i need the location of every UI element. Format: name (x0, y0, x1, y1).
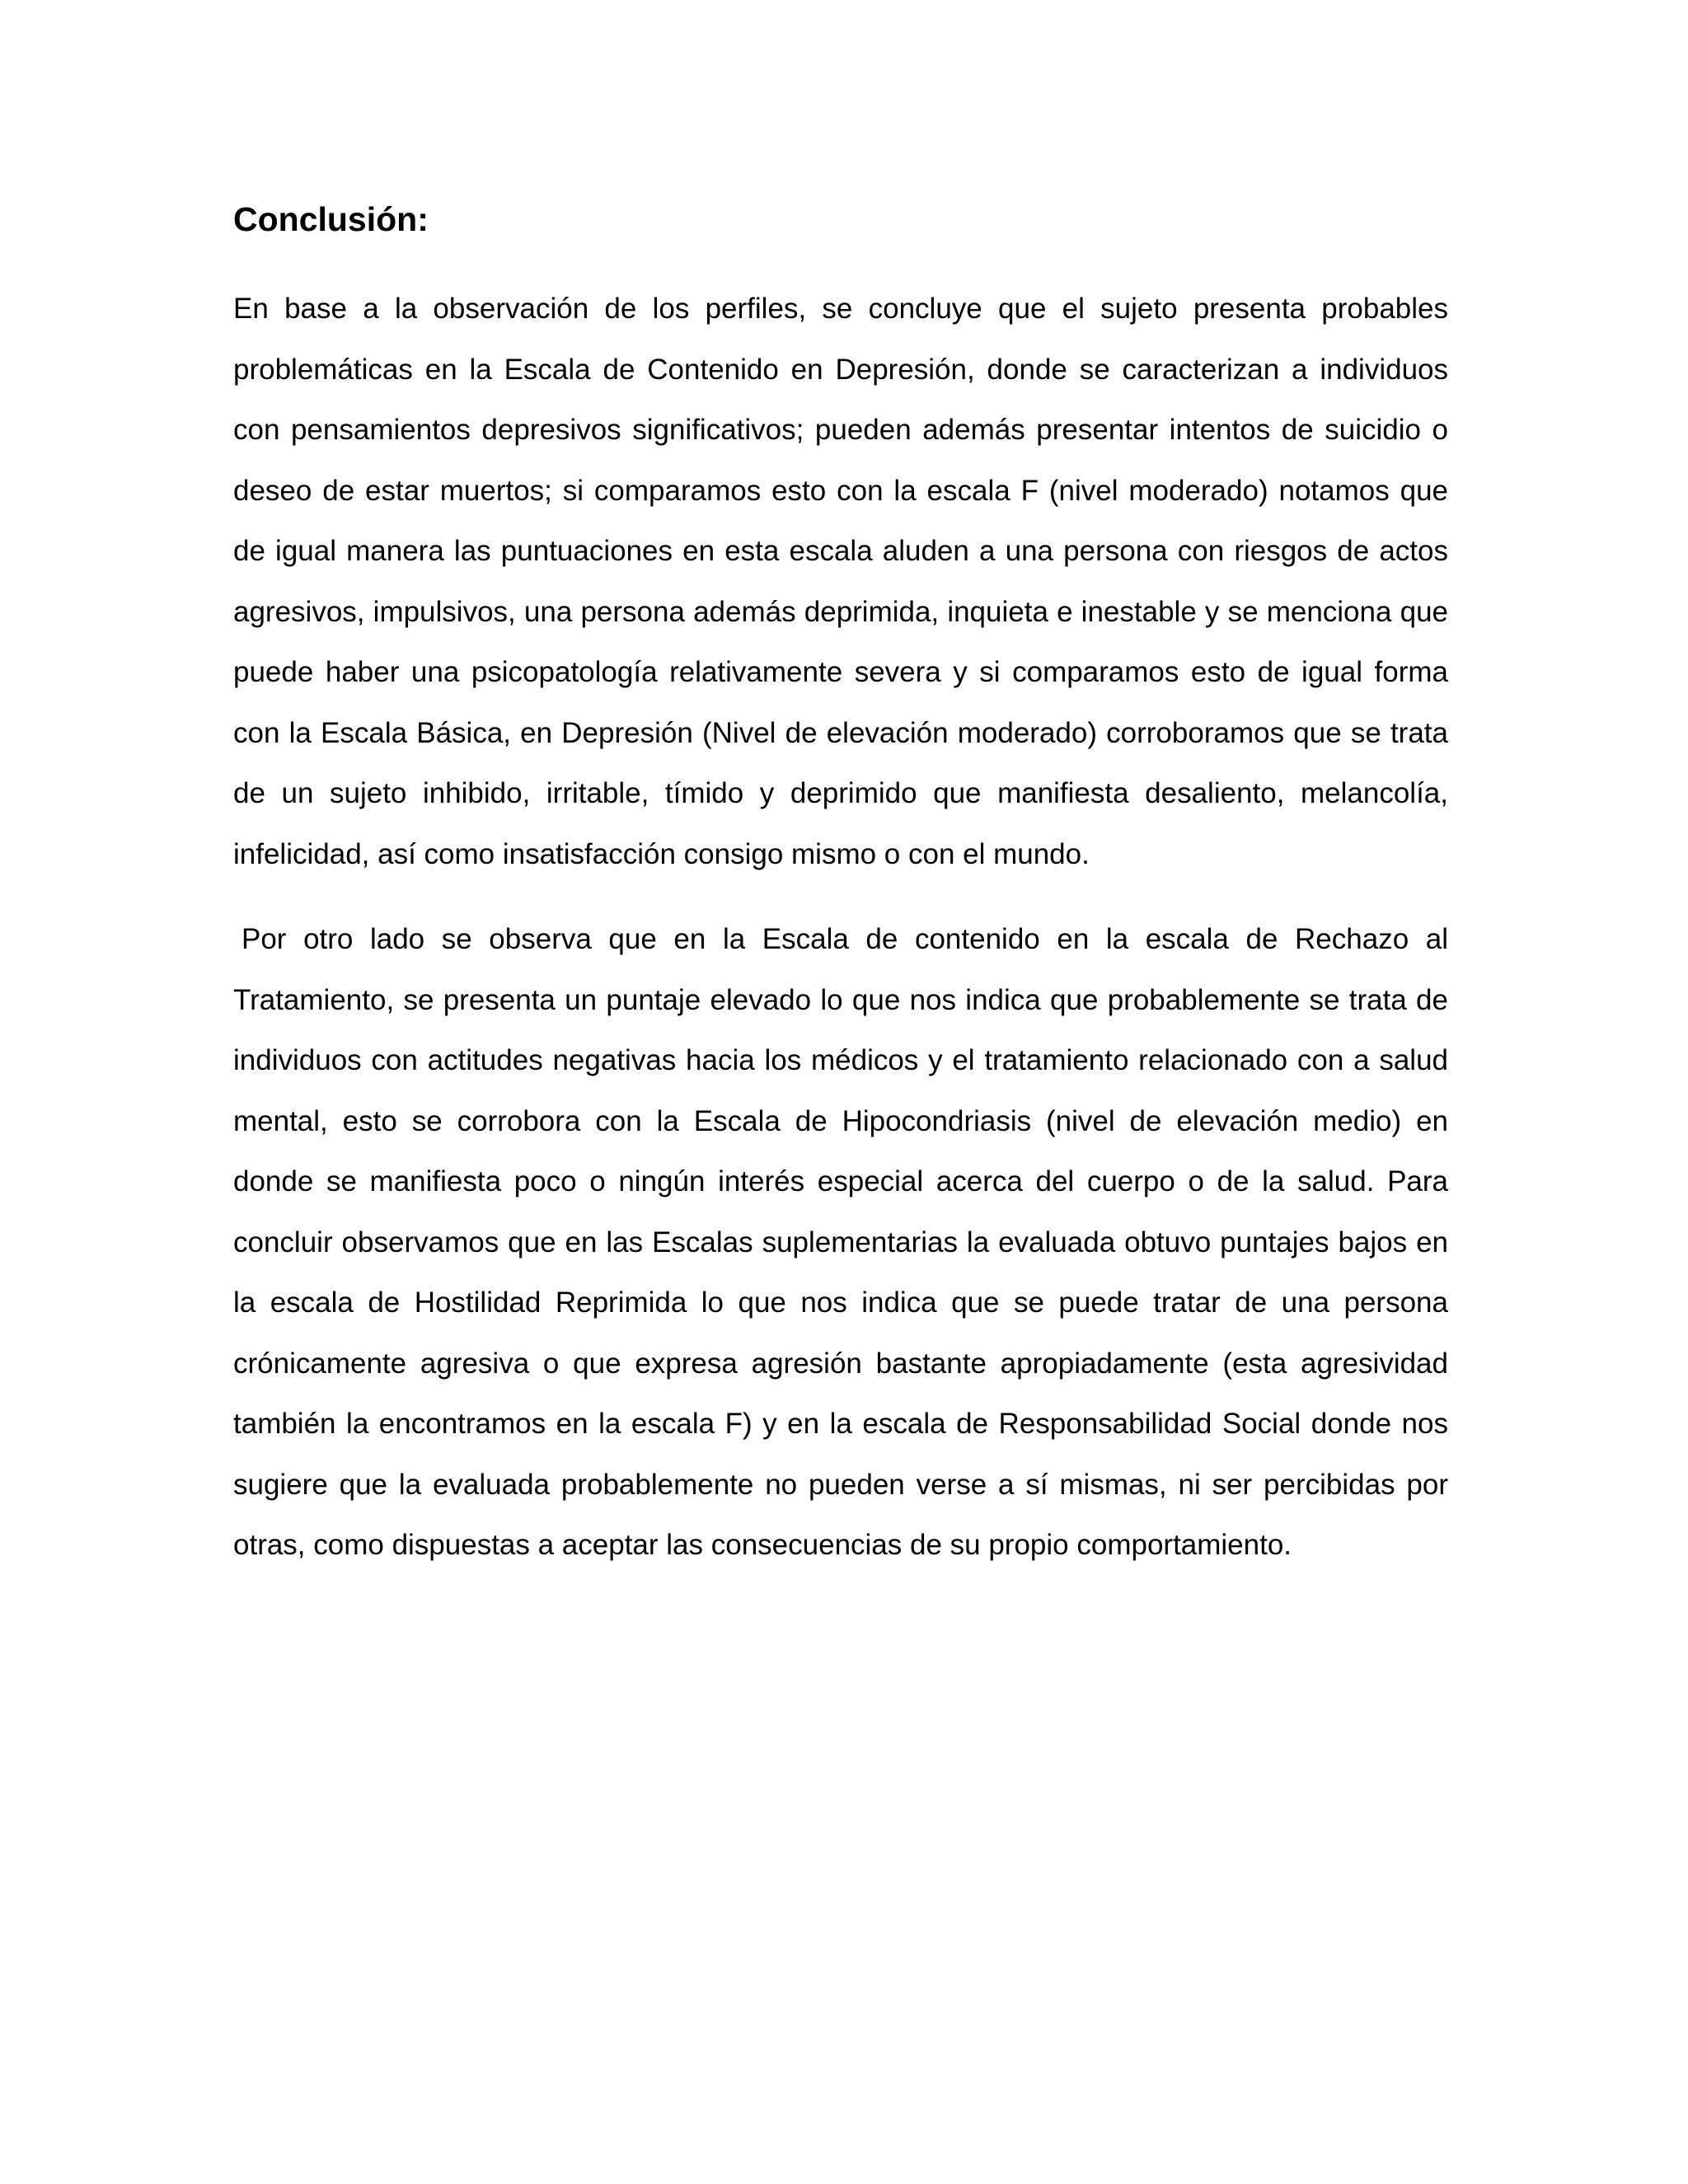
section-heading: Conclusión: (233, 200, 429, 238)
paragraph-1: En base a la observación de los perfiles, se concluye que el sujeto presenta probables problemáticas en la Escala de Contenido en Depresión, donde se caracterizan a individuos con pensamientos depresivos significativos; pueden además presentar intentos de suicidio o deseo de estar muertos; si comparamos esto con la escala F (nivel moderado) notamos que de igual manera las puntuaciones en esta escala aluden a una persona con riesgos de actos agresivos, impulsivos, una persona además deprimida, inquieta e inestable y se menciona que puede haber una psicopatología relativamente severa y si comparamos esto de igual forma con la Escala Básica, en Depresión (Nivel de elevación moderado) corroboramos que se trata de un sujeto inhibido, irritable, tímido y deprimido que manifiesta desaliento, melancolía, infelicidad, así como insatisfacción consigo mismo o con el mundo. (233, 293, 1448, 870)
paragraph-2: Por otro lado se observa que en la Escala de contenido en la escala de Rechazo al Tratamiento, se presenta un puntaje elevado lo que nos indica que probablemente se trata de individuos con actitudes negativas hacia los médicos y el tratamiento relacionado con a salud mental, esto se corrobora con la Escala de Hipocondriasis (nivel de elevación medio) en donde se manifiesta poco o ningún interés especial acerca del cuerpo o de la salud. Para concluir observamos que en las Escalas suplementarias la evaluada obtuvo puntajes bajos en la escala de Hostilidad Reprimida lo que nos indica que se puede tratar de una persona crónicamente agresiva o que expresa agresión bastante apropiadamente (esta agresividad también la encontramos en la escala F) y en la escala de Responsabilidad Social donde nos sugiere que la evaluada probablemente no pueden verse a sí mismas, ni ser percibidas por otras, como dispuestas a aceptar las consecuencias de su propio comportamiento. (233, 923, 1448, 1561)
document-body (233, 196, 1448, 1601)
